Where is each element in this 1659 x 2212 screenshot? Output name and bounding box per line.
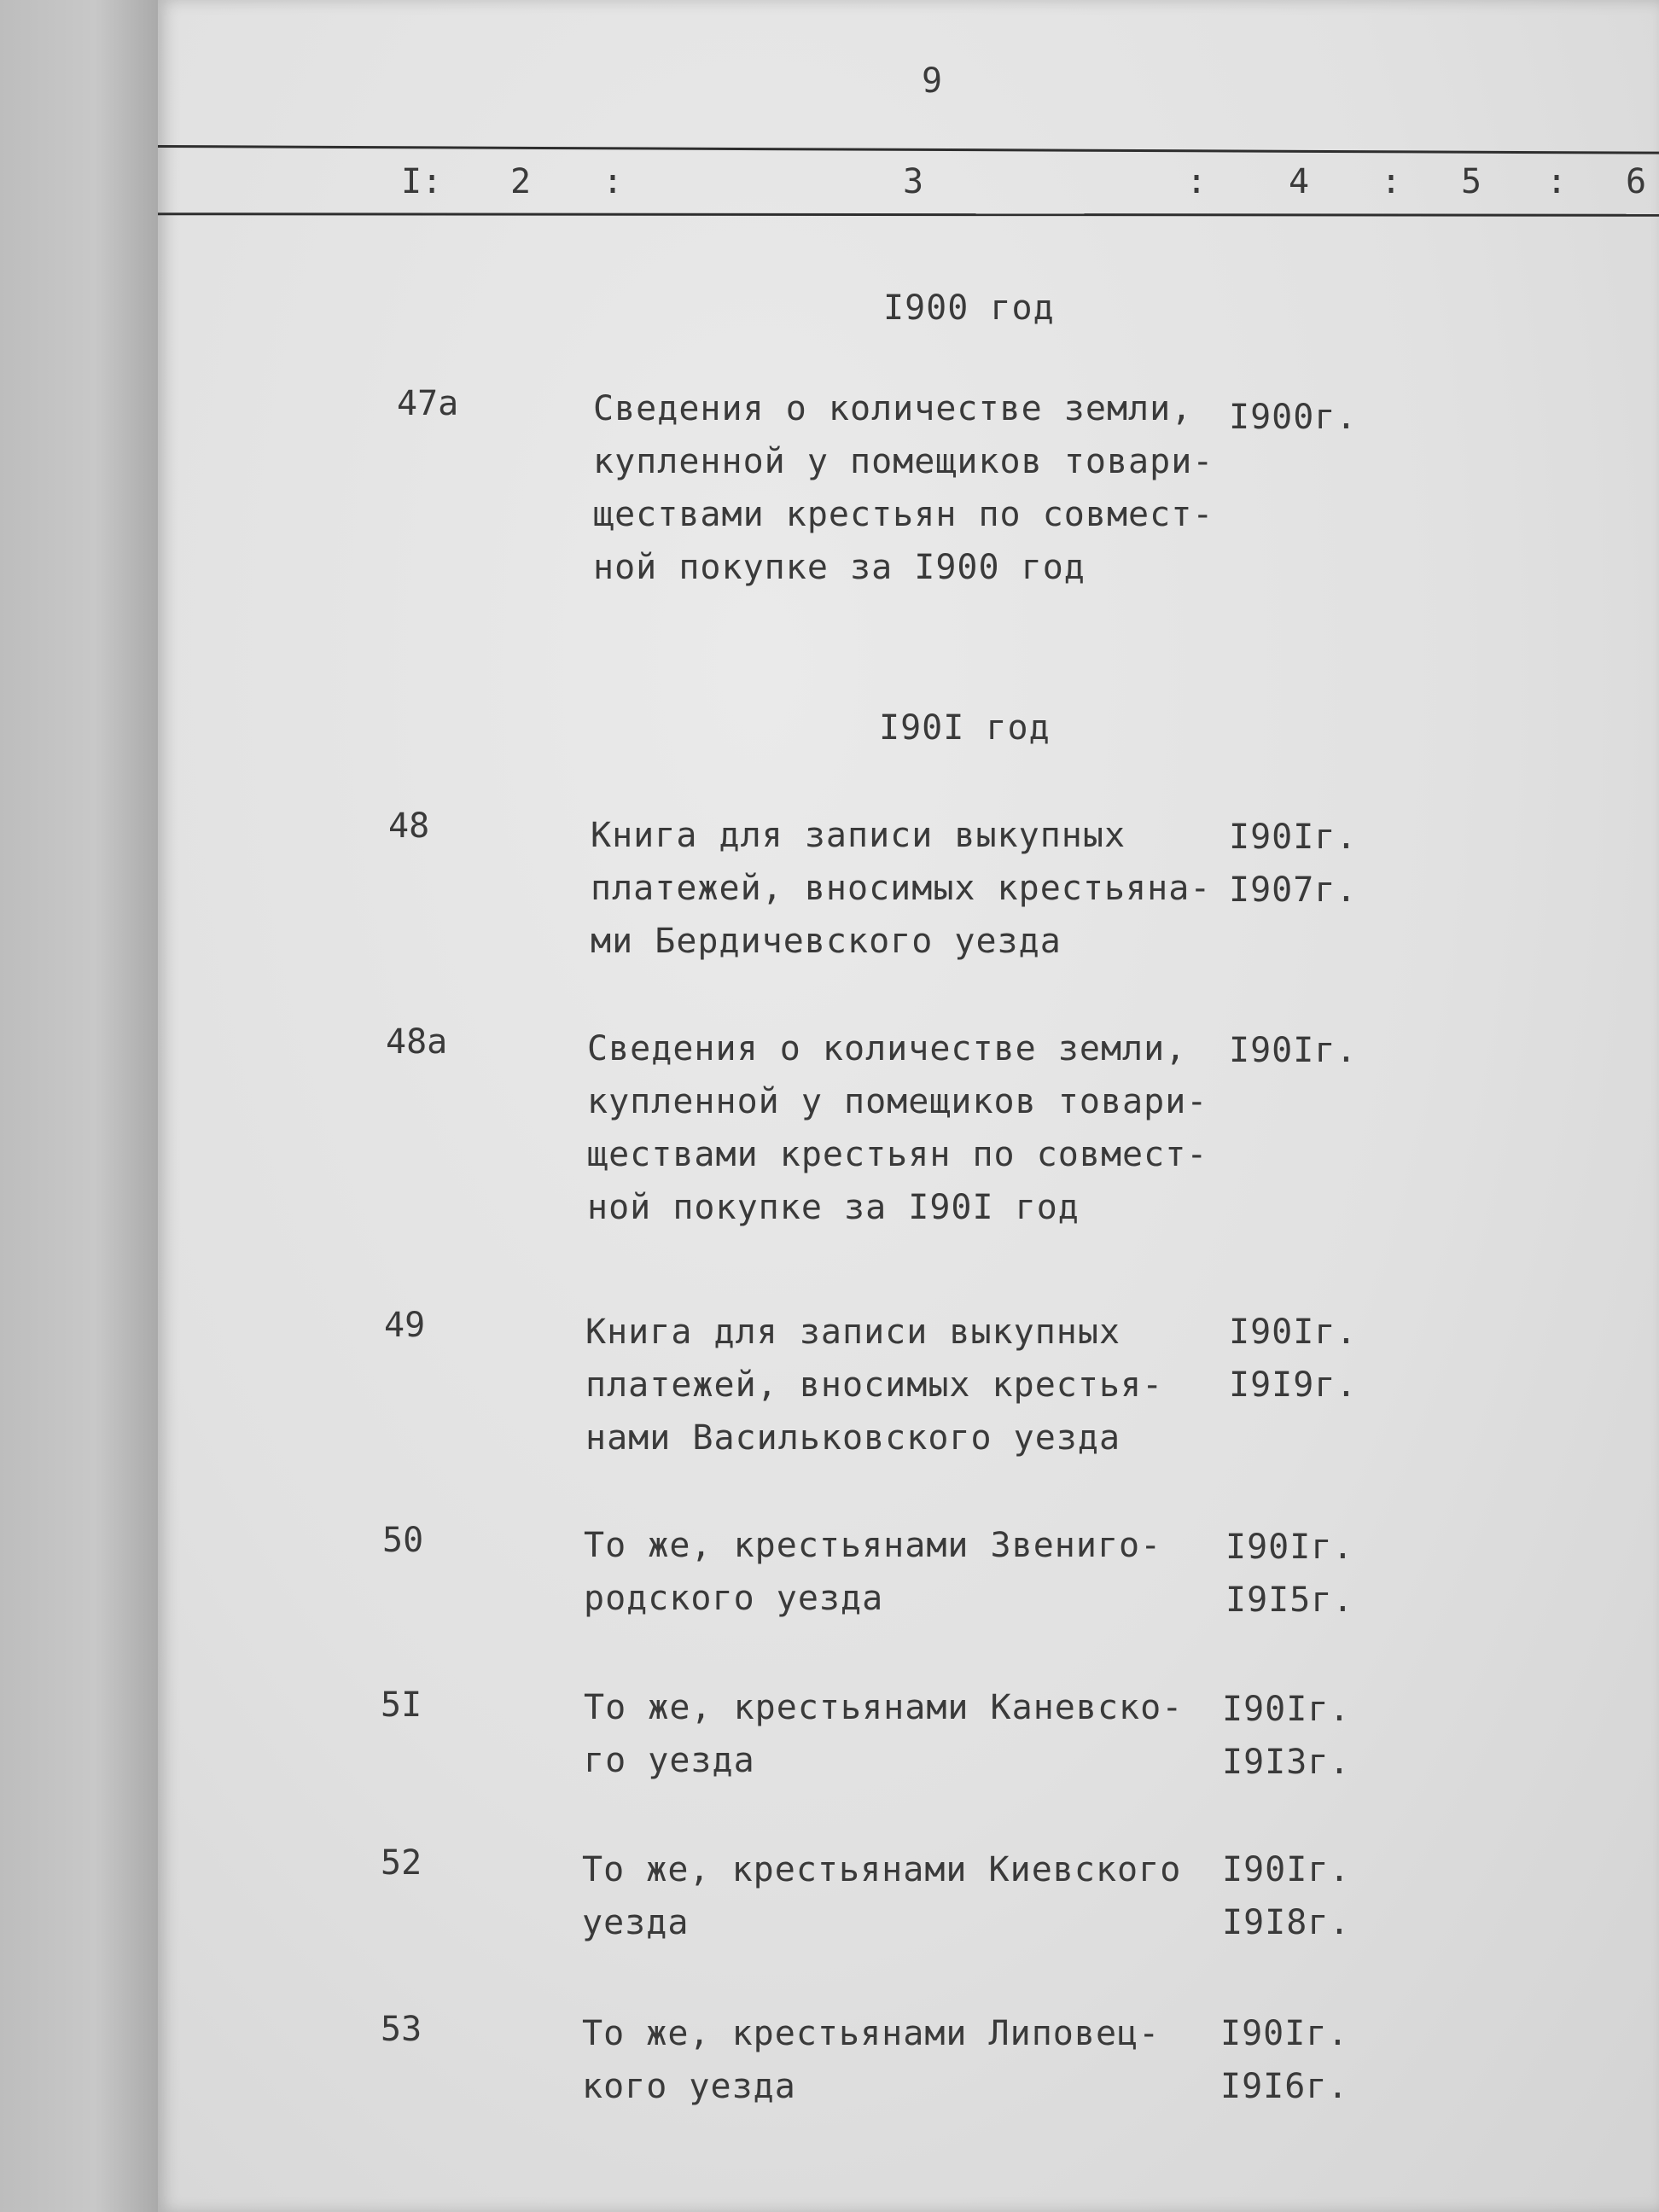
entry-number: 50 [382, 1521, 424, 1560]
description-line: ной покупке за I90I год [587, 1188, 1080, 1227]
description-line: платежей, вносимых крестьяна- [591, 869, 1212, 908]
entry-description [584, 1519, 1232, 1625]
entry-number: 48 [388, 806, 430, 846]
section-heading: I90I год [879, 708, 1051, 748]
description-line: ной покупке за I900 год [593, 548, 1086, 587]
entry-description [585, 1306, 1234, 1464]
description-line: платежей, вносимых крестья- [585, 1365, 1164, 1405]
column-separator: : [1546, 162, 1568, 201]
description-line: ществами крестьян по совмест- [593, 495, 1214, 534]
book-binding [0, 0, 158, 2212]
entry-number: 52 [381, 1843, 422, 1883]
description-line: кого уезда [582, 2067, 796, 2106]
description-line: Книга для записи выкупных [591, 816, 1126, 855]
date-value: I900г. [1229, 398, 1358, 437]
entry-description [584, 1681, 1232, 1787]
description-line: Сведения о количестве земли, [593, 389, 1193, 428]
entry-dates [1229, 391, 1358, 444]
entry-dates [1220, 2007, 1349, 2113]
column-header-5: 5 [1461, 162, 1482, 201]
column-header-1: I: [401, 162, 443, 201]
description-line: родского уезда [584, 1579, 884, 1618]
column-header-2: 2 [510, 162, 532, 201]
entry-dates [1229, 811, 1358, 917]
entry-dates [1229, 1306, 1358, 1412]
date-value: I90Iг. [1229, 1031, 1358, 1070]
description-line: го уезда [584, 1741, 755, 1780]
description-line: То же, крестьянами Каневско- [584, 1688, 1184, 1727]
date-value: I9I6г. [1220, 2067, 1349, 2106]
description-line: То же, крестьянами Липовец- [582, 2014, 1161, 2053]
column-separator: : [1381, 162, 1402, 201]
description-line: уезда [582, 1903, 690, 1942]
entry-dates [1225, 1521, 1354, 1627]
date-value: I9I8г. [1222, 1903, 1351, 1942]
description-line: купленной у помещиков товари- [593, 442, 1214, 481]
entry-dates [1222, 1683, 1351, 1789]
page-number: 9 [922, 61, 943, 101]
description-line: ми Бердичевского уезда [591, 922, 1062, 961]
description-line: купленной у помещиков товари- [587, 1082, 1208, 1121]
description-line: Сведения о количестве земли, [587, 1029, 1187, 1068]
entry-description [591, 809, 1239, 968]
date-value: I90Iг. [1222, 1690, 1351, 1729]
column-header-3: 3 [903, 162, 924, 201]
entry-number: 49 [384, 1306, 426, 1345]
description-line: Книга для записи выкупных [585, 1313, 1121, 1352]
entry-number: 53 [381, 2010, 422, 2049]
date-value: I907г. [1229, 870, 1358, 910]
column-header-4: 4 [1289, 162, 1310, 201]
section-heading: I900 год [883, 288, 1055, 328]
date-value: I90Iг. [1229, 1313, 1358, 1352]
column-separator: : [1186, 162, 1208, 201]
entry-description [587, 1022, 1236, 1234]
date-value: I90Iг. [1222, 1850, 1351, 1889]
date-value: I9I5г. [1225, 1580, 1354, 1620]
column-separator: : [602, 162, 624, 201]
description-line: ществами крестьян по совмест- [587, 1135, 1208, 1174]
date-value: I9I3г. [1222, 1743, 1351, 1782]
description-line: То же, крестьянами Звениго- [584, 1526, 1162, 1565]
date-value: I90Iг. [1220, 2014, 1349, 2053]
entry-number: 47а [397, 384, 459, 423]
entry-number: 5I [381, 1685, 422, 1725]
date-value: I9I9г. [1229, 1365, 1358, 1405]
description-line: То же, крестьянами Киевского [582, 1850, 1182, 1889]
description-line: нами Васильковского уезда [585, 1418, 1121, 1458]
entry-number: 48а [386, 1022, 448, 1062]
entry-dates [1229, 1024, 1358, 1077]
entry-description [593, 382, 1242, 594]
entry-description [582, 1843, 1231, 1949]
date-value: I90Iг. [1229, 818, 1358, 857]
entry-description [582, 2007, 1231, 2113]
date-value: I90Iг. [1225, 1528, 1354, 1567]
entry-dates [1222, 1843, 1351, 1949]
column-header-6: 6 [1626, 162, 1647, 201]
